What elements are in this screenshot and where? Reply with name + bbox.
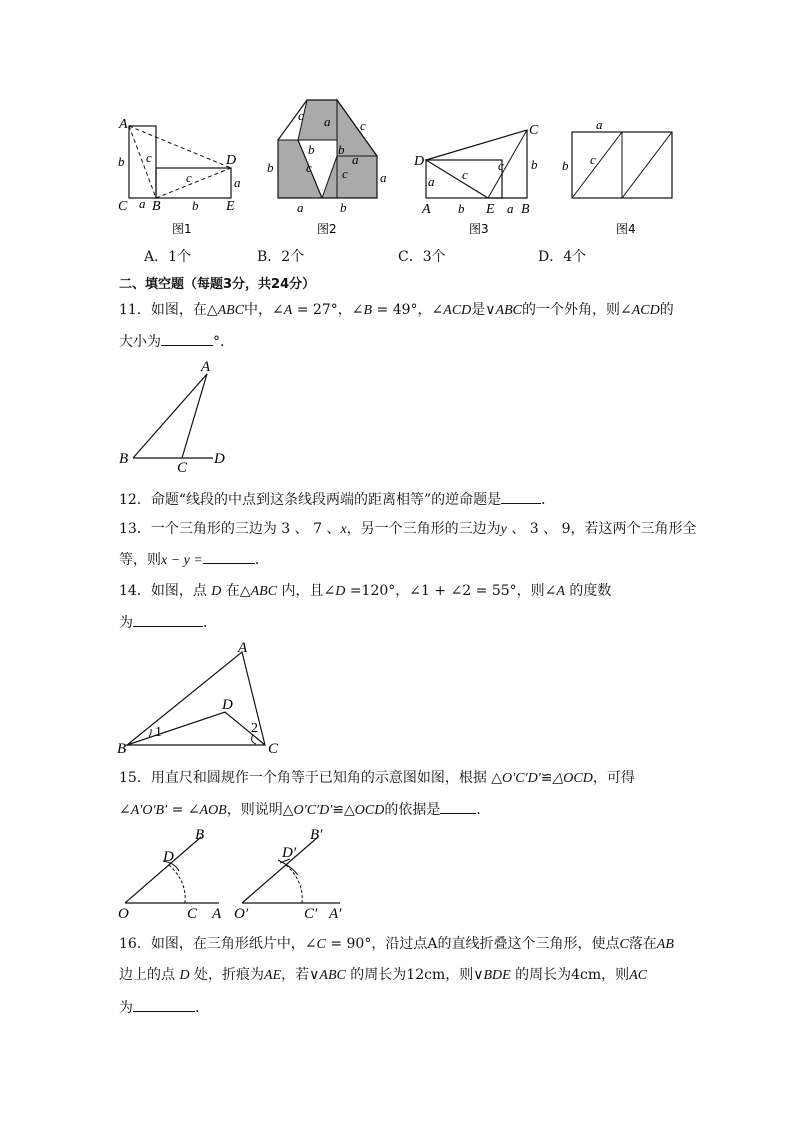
svg-text:b: b — [267, 160, 274, 175]
q14-line2: 为 ． — [119, 612, 217, 633]
figure-3 — [410, 120, 550, 237]
option-a: A．1个 — [144, 249, 192, 265]
q13-line2: 等，则x − y = ． — [119, 549, 269, 571]
fig4-caption: 图4 — [616, 222, 636, 236]
fig3-label-A: A — [422, 202, 431, 217]
svg-text:c: c — [186, 170, 192, 185]
svg-text:A: A — [201, 359, 211, 375]
answer-blank — [133, 612, 203, 627]
fig2-caption: 图2 — [317, 222, 337, 236]
fig1-label-E: E — [226, 199, 235, 214]
svg-text:O: O — [118, 906, 129, 921]
svg-text:c: c — [342, 166, 348, 181]
answer-blank — [501, 489, 541, 504]
q14-line1: 14．如图，点 D 在△ABC 内，且∠D =120°，∠1 + ∠2 = 55°，则∠A 的度数 — [119, 583, 612, 599]
fig1-label-B: B — [152, 199, 161, 214]
svg-text:b: b — [562, 158, 569, 173]
q11-line1: 11．如图，在△ABC中，∠A = 27°，∠B = 49°，∠ACD是∨ABC的一个外角，则∠ACD的 — [119, 302, 674, 318]
q11-figure — [115, 357, 235, 475]
fig3-label-E: E — [486, 202, 495, 217]
svg-text:A: A — [212, 906, 222, 921]
svg-text:b: b — [192, 198, 199, 213]
q15-figure-left — [115, 825, 235, 921]
svg-text:a: a — [596, 117, 603, 132]
svg-text:a: a — [324, 114, 331, 129]
svg-text:b: b — [531, 157, 538, 172]
svg-text:a: a — [380, 170, 387, 185]
svg-text:c: c — [498, 158, 504, 173]
svg-text:c: c — [306, 160, 312, 175]
svg-text:B: B — [117, 741, 127, 757]
svg-text:C: C — [268, 741, 279, 757]
figure-2 — [262, 98, 402, 237]
svg-text:1: 1 — [155, 725, 162, 740]
fig3-label-B: B — [521, 202, 530, 217]
svg-text:a: a — [297, 200, 304, 215]
svg-text:c: c — [462, 167, 468, 182]
q15-line2: ∠A′O′B′ = ∠AOB，则说明△O′C′D′≌△OCD的依据是 ． — [119, 799, 490, 821]
section-title: 二、填空题（每题3分，共24分） — [119, 277, 316, 292]
svg-text:b: b — [340, 200, 347, 215]
fig1-label-D: D — [226, 153, 237, 168]
svg-text:B′: B′ — [310, 827, 323, 843]
svg-text:C: C — [177, 460, 188, 475]
fig3-label-D: D — [414, 154, 425, 169]
svg-text:C: C — [187, 906, 198, 921]
q16-line2: 边上的点 D 处，折痕为AE，若∨ABC 的周长为12cm，则∨BDE 的周长为4cm，则AC — [119, 967, 648, 983]
q14-figure — [115, 640, 290, 758]
svg-text:b: b — [338, 142, 345, 157]
svg-text:b: b — [458, 201, 465, 216]
q11-line2: 大小为 °． — [119, 331, 234, 352]
answer-blank — [161, 331, 213, 346]
q16-line3: 为 ． — [119, 997, 209, 1018]
svg-text:a: a — [507, 201, 514, 216]
figure-1 — [110, 112, 250, 237]
fig1-label-C: C — [118, 199, 128, 214]
q13-line1: 13．一个三角形的三边为 3 、 7 、x，另一个三角形的三边为y 、 3 、 9，若这两个三角形全 — [119, 521, 697, 537]
svg-text:A: A — [238, 640, 248, 656]
q15-figure-right — [232, 825, 357, 921]
fig3-caption: 图3 — [469, 222, 489, 236]
svg-text:O′: O′ — [234, 906, 249, 921]
svg-text:c: c — [298, 108, 304, 123]
svg-text:D: D — [222, 697, 233, 713]
option-c: C．3个 — [398, 249, 446, 265]
answer-blank — [203, 549, 255, 564]
option-b: B．2个 — [257, 249, 305, 265]
option-d: D．4个 — [538, 249, 587, 265]
fig3-label-C: C — [529, 123, 539, 138]
fig1-caption: 图1 — [172, 222, 192, 236]
svg-text:2: 2 — [251, 721, 258, 736]
svg-text:A′: A′ — [329, 906, 342, 921]
fig1-label-A: A — [119, 117, 128, 132]
svg-text:b: b — [118, 154, 125, 169]
svg-text:D: D — [163, 849, 174, 865]
svg-text:a: a — [139, 196, 146, 211]
q16-line1: 16．如图，在三角形纸片中，∠C = 90°，沿过点A的直线折叠这个三角形，使点C落在AB — [119, 936, 674, 952]
q15-line1: 15．用直尺和圆规作一个角等于已知角的示意图如图，根据 △O′C′D′≌△OCD，可得 — [119, 770, 635, 786]
q12: 12．命题“线段的中点到这条线段两端的距离相等”的逆命题是 ． — [119, 489, 555, 510]
svg-text:D: D — [214, 451, 225, 467]
svg-text:B: B — [119, 451, 129, 467]
svg-text:c: c — [146, 150, 152, 165]
svg-text:c: c — [590, 152, 596, 167]
svg-text:a: a — [234, 175, 241, 190]
svg-text:C′: C′ — [304, 906, 318, 921]
svg-text:a: a — [352, 152, 359, 167]
svg-text:b: b — [308, 142, 315, 157]
svg-text:B: B — [195, 827, 205, 843]
answer-blank — [440, 799, 476, 814]
svg-text:D′: D′ — [282, 845, 297, 861]
answer-blank — [133, 997, 195, 1012]
svg-text:a: a — [428, 174, 435, 189]
svg-text:c: c — [360, 118, 366, 133]
figure-4 — [560, 116, 680, 237]
